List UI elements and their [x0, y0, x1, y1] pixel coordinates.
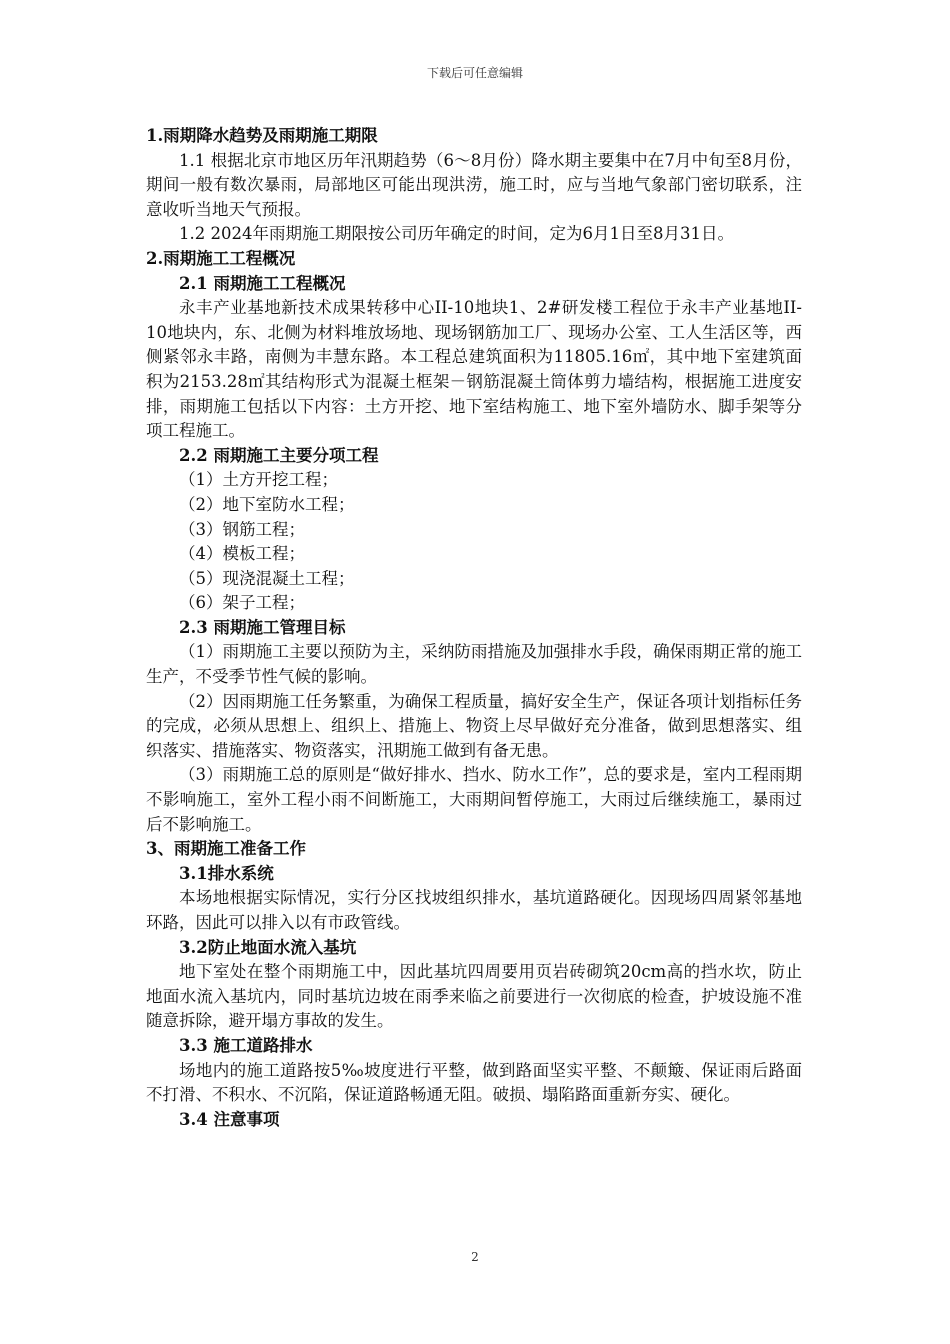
- page-number: 2: [471, 1250, 479, 1264]
- document-body: [146, 124, 802, 1132]
- page-header: 下载后可任意编辑: [426, 66, 523, 80]
- paragraph: （2）因雨期施工任务繁重，为确保工程质量，搞好安全生产，保证各项计划指标任务的完成，必须从思想上、组织上、措施上、物资上尽早做好充分准备，做到思想落实、组织落实、措施落实、物资落实，汛期施工做到有备无患。: [146, 691, 802, 760]
- subsection-heading: 2.3 雨期施工管理目标: [179, 617, 346, 637]
- paragraph: （1）雨期施工主要以预防为主，采纳防雨措施及加强排水手段，确保雨期正常的施工生产，不受季节性气候的影响。: [146, 642, 802, 687]
- subsection-heading: 3.2防止地面水流入基坑: [179, 937, 357, 957]
- paragraph: 地下室处在整个雨期施工中，因此基坑四周要用页岩砖砌筑20cm高的挡水坎，防止地面水流入基坑内，同时基坑边坡在雨季来临之前要进行一次彻底的检查，护坡设施不准随意拆除，避开塌方事故的发生。: [146, 962, 802, 1031]
- paragraph: 永丰产业基地新技术成果转移中心II-10地块1、2#研发楼工程位于永丰产业基地II-10地块内，东、北侧为材料堆放场地、现场钢筋加工厂、现场办公室、工人生活区等，西侧紧邻永丰路，南侧为丰慧东路。本工程总建筑面积为11805.16㎡，其中地下室建筑面积为2153.28㎡其结构形式为混凝土框架－钢筋混凝土筒体剪力墙结构，根据施工进度安排，雨期施工包括以下内容：土方开挖、地下室结构施工、地下室外墙防水、脚手架等分项工程施工。: [146, 298, 802, 441]
- section-heading: 1.雨期降水趋势及雨期施工期限: [146, 126, 378, 145]
- paragraph: 1.1 根据北京市地区历年汛期趋势（6～8月份）降水期主要集中在7月中旬至8月份，期间一般有数次暴雨，局部地区可能出现洪涝，施工时，应与当地气象部门密切联系，注意收听当地天气预报。: [146, 150, 802, 219]
- paragraph: 场地内的施工道路按5‰坡度进行平整，做到路面坚实平整、不颠簸、保证雨后路面不打滑、不积水、不沉陷，保证道路畅通无阻。破损、塌陷路面重新夯实、硬化。: [146, 1060, 802, 1105]
- list-item: （1）土方开挖工程；: [179, 470, 338, 490]
- list-item: （4）模板工程；: [179, 544, 305, 564]
- subsection-heading: 2.1 雨期施工工程概况: [179, 273, 346, 293]
- section-heading: 2.雨期施工工程概况: [146, 248, 296, 268]
- paragraph: 1.2 2024年雨期施工期限按公司历年确定的时间，定为6月1日至8月31日。: [179, 224, 734, 244]
- section-heading: 3、雨期施工准备工作: [146, 839, 306, 859]
- subsection-heading: 3.4 注意事项: [179, 1109, 280, 1129]
- list-item: （5）现浇混凝土工程；: [179, 568, 355, 588]
- paragraph: 本场地根据实际情况，实行分区找坡组织排水，基坑道路硬化。因现场四周紧邻基地环路，因此可以排入以有市政管线。: [146, 888, 802, 932]
- list-item: （3）钢筋工程；: [179, 519, 305, 539]
- list-item: （6）架子工程；: [179, 593, 305, 613]
- subsection-heading: 3.3 施工道路排水: [179, 1035, 313, 1055]
- list-item: （2）地下室防水工程；: [179, 494, 355, 514]
- subsection-heading: 2.2 雨期施工主要分项工程: [179, 445, 379, 465]
- paragraph: （3）雨期施工总的原则是“做好排水、挡水、防水工作”，总的要求是，室内工程雨期不影响施工，室外工程小雨不间断施工，大雨期间暂停施工，大雨过后继续施工，暴雨过后不影响施工。: [146, 765, 802, 834]
- subsection-heading: 3.1排水系统: [179, 863, 274, 883]
